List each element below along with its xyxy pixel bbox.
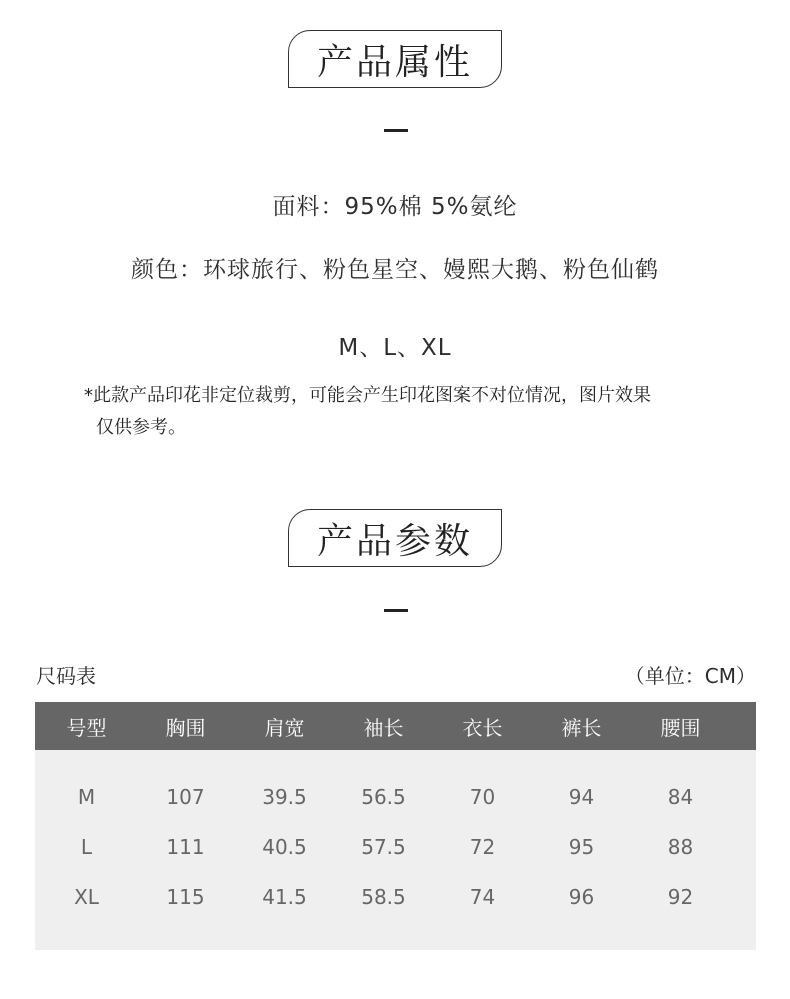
table-cell: 70 <box>469 785 496 809</box>
table-cell: 56.5 <box>361 785 406 809</box>
table-cell: 57.5 <box>361 835 406 859</box>
colors-line: 颜色：环球旅行、粉色星空、嫚熙大鹅、粉色仙鹤 <box>131 257 659 283</box>
section-title-product-attributes <box>288 30 502 88</box>
header-cell-top-length: 衣长 <box>462 715 503 740</box>
table-row <box>35 772 756 822</box>
table-cell: 115 <box>166 885 205 909</box>
section-title-text: 产品属性 <box>316 41 473 83</box>
table-cell: 96 <box>568 885 595 909</box>
print-note-line-1: *此款产品印花非定位裁剪，可能会产生印花图案不对位情况，图片效果 <box>84 385 651 406</box>
print-note-line-2: 仅供参考。 <box>96 417 186 438</box>
table-cell: 41.5 <box>262 885 307 909</box>
table-cell: 111 <box>166 835 205 859</box>
size-chart-unit: （单位：CM） <box>624 664 756 688</box>
table-cell: 72 <box>469 835 496 859</box>
table-cell: 58.5 <box>361 885 406 909</box>
size-chart-title: 尺码表 <box>36 664 96 688</box>
table-cell: L <box>80 835 93 859</box>
table-row <box>35 822 756 872</box>
table-cell: 92 <box>667 885 694 909</box>
header-cell-waist: 腰围 <box>660 715 701 740</box>
section-title-text: 产品参数 <box>316 520 473 562</box>
header-cell-chest: 胸围 <box>165 715 206 740</box>
table-cell: 84 <box>667 785 694 809</box>
table-cell: XL <box>74 885 99 909</box>
print-note <box>84 380 724 444</box>
divider-dash <box>384 609 408 612</box>
section-title-product-parameters <box>288 509 502 567</box>
table-cell: 107 <box>166 785 205 809</box>
header-cell-size: 号型 <box>66 715 107 740</box>
table-cell: 94 <box>568 785 595 809</box>
fabric-line: 面料：95%棉 5%氨纶 <box>272 194 518 220</box>
sizes-line: M、L、XL <box>338 335 452 361</box>
table-cell: M <box>77 785 96 809</box>
table-body <box>35 750 756 950</box>
table-cell: 74 <box>469 885 496 909</box>
table-header-row <box>35 702 756 750</box>
divider-dash <box>384 129 408 132</box>
table-cell: 95 <box>568 835 595 859</box>
table-cell: 88 <box>667 835 694 859</box>
table-cell: 40.5 <box>262 835 307 859</box>
table-cell: 39.5 <box>262 785 307 809</box>
header-cell-shoulder: 肩宽 <box>264 715 305 740</box>
header-cell-sleeve: 袖长 <box>363 715 404 740</box>
table-row <box>35 872 756 922</box>
header-cell-pants-length: 裤长 <box>561 715 602 740</box>
size-chart-table <box>35 702 756 950</box>
